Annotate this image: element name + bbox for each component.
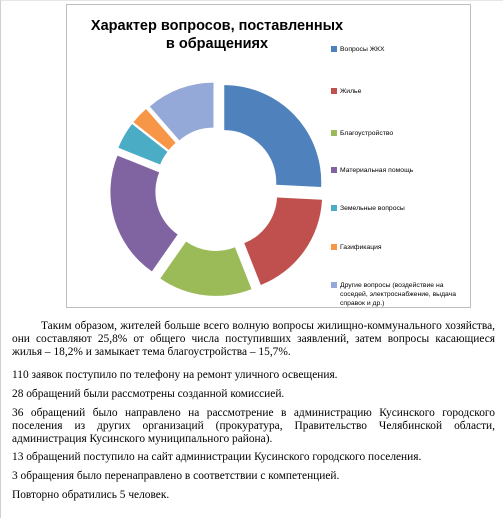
legend-swatch: [331, 205, 337, 211]
legend-swatch: [331, 282, 337, 288]
legend-label: Газификация: [340, 244, 382, 251]
text-line-4: 13 обращений поступило на сайт администрации Кусинского городского поселения.: [12, 450, 422, 463]
text-line-5: 3 обращения было перенаправлено в соответствии с компетенцией.: [12, 469, 340, 482]
legend-label: Земельные вопросы: [340, 205, 405, 212]
document-body: [12, 320, 495, 508]
text-line-3: 36 обращений было направлено на рассмотрение в администрацию Кусинского городского поселения из других организаций (прокуратура, Правительство Челябинской области, администрация Кусинского муниципального района).: [12, 407, 495, 446]
text-line-6: Повторно обратились 5 человек.: [12, 489, 170, 502]
legend-label: Благоустройство: [340, 130, 394, 137]
slice-2: [244, 197, 322, 285]
slice-4: [110, 156, 177, 272]
chart-title: Характер вопросов, поставленных в обращениях: [90, 18, 344, 52]
text-line-1: 110 заявок поступило по телефону на ремонт уличного освещения.: [12, 368, 338, 381]
legend-swatch: [331, 46, 337, 52]
legend-label: Материальная помощь: [340, 167, 414, 174]
legend-swatch: [331, 244, 337, 250]
legend-swatch: [331, 167, 337, 173]
slice-3: [160, 242, 251, 296]
slice-1: [224, 85, 321, 187]
summary-paragraph: Таким образом, жителей больше всего волную вопросы жилищно-коммунального хозяйства, они составляют 25,8% от общего числа поступивших заявлений, затем вопросы касающиеся жилья – 18,2% и замыкает тема благоустройства – 15,7%.: [12, 320, 495, 359]
text-line-2: 28 обращений были рассмотрены созданной комиссией.: [12, 387, 285, 400]
legend-label: Вопросы ЖКХ: [340, 46, 385, 53]
legend-label: Жилье: [340, 88, 362, 95]
chart: [66, 4, 471, 308]
legend-swatch: [331, 130, 337, 136]
legend-swatch: [331, 88, 337, 94]
legend-label: Другие вопросы (воздействие на соседей, электроснабжение, выдача справок и др.): [340, 282, 456, 307]
